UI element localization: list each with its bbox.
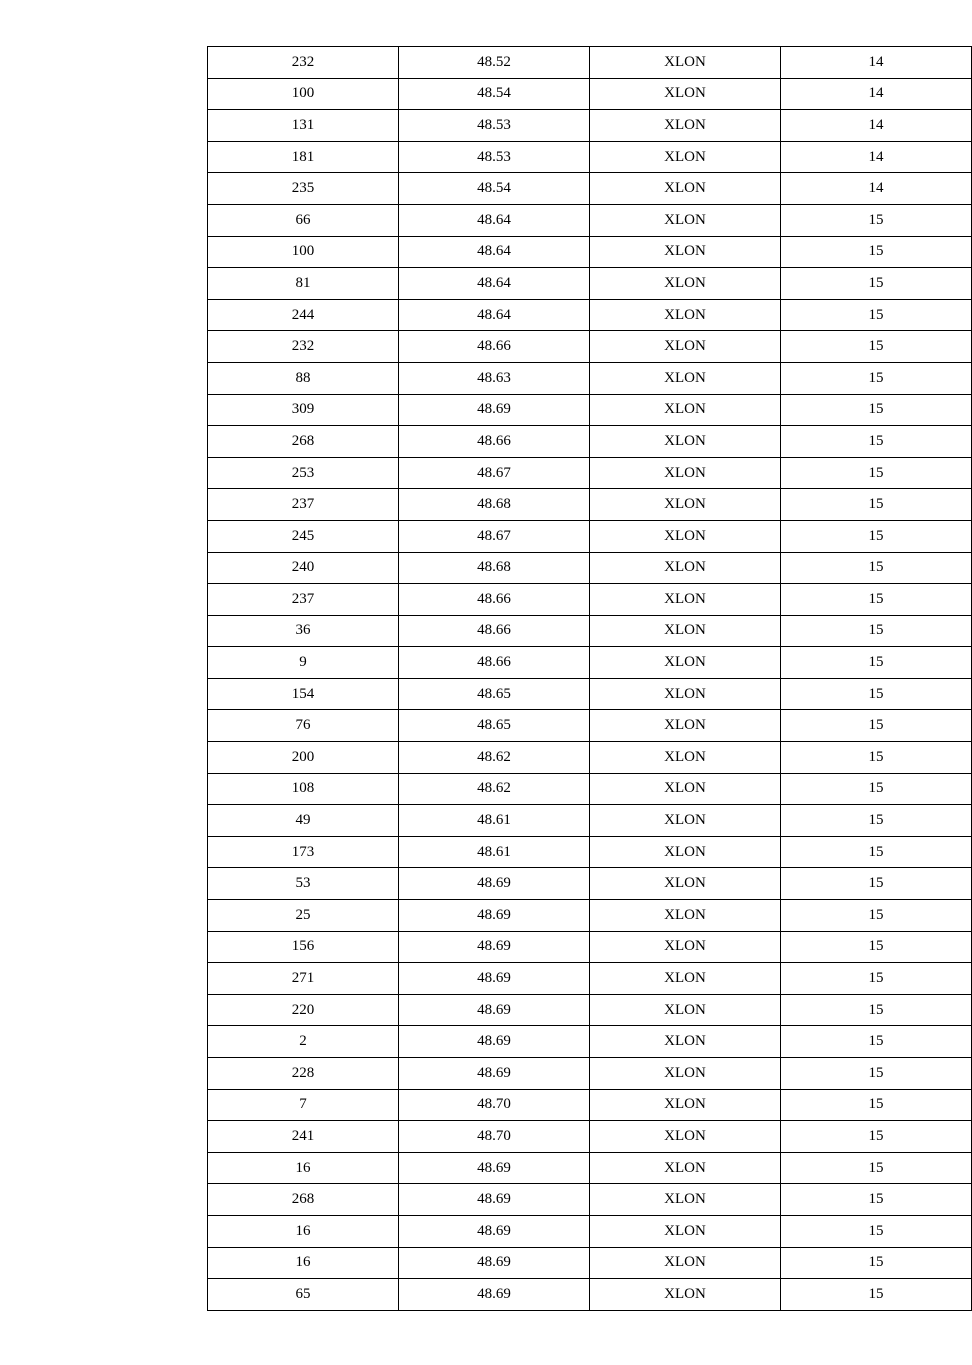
quantity-cell: 25 [208, 900, 399, 932]
venue-cell: XLON [590, 394, 781, 426]
price-cell: 48.69 [399, 1215, 590, 1247]
price-cell: 48.68 [399, 489, 590, 521]
time-cell: 15 [781, 836, 972, 868]
price-cell: 48.69 [399, 1247, 590, 1279]
venue-cell: XLON [590, 615, 781, 647]
table-row [208, 584, 972, 616]
time-cell: 15 [781, 994, 972, 1026]
price-cell: 48.69 [399, 1058, 590, 1090]
quantity-cell: 156 [208, 931, 399, 963]
table-row [208, 489, 972, 521]
table-row [208, 426, 972, 458]
table-row [208, 773, 972, 805]
quantity-cell: 309 [208, 394, 399, 426]
price-cell: 48.69 [399, 994, 590, 1026]
time-cell: 15 [781, 268, 972, 300]
table-row [208, 47, 972, 79]
time-cell: 15 [781, 615, 972, 647]
venue-cell: XLON [590, 1026, 781, 1058]
quantity-cell: 131 [208, 110, 399, 142]
time-cell: 15 [781, 552, 972, 584]
table-viewport [207, 46, 884, 1316]
venue-cell: XLON [590, 331, 781, 363]
price-cell: 48.64 [399, 299, 590, 331]
venue-cell: XLON [590, 773, 781, 805]
venue-cell: XLON [590, 647, 781, 679]
venue-cell: XLON [590, 204, 781, 236]
price-cell: 48.62 [399, 773, 590, 805]
quantity-cell: 16 [208, 1247, 399, 1279]
venue-cell: XLON [590, 489, 781, 521]
venue-cell: XLON [590, 931, 781, 963]
time-cell: 15 [781, 426, 972, 458]
price-cell: 48.70 [399, 1089, 590, 1121]
quantity-cell: 241 [208, 1121, 399, 1153]
price-cell: 48.54 [399, 78, 590, 110]
table-row [208, 615, 972, 647]
table-row [208, 1089, 972, 1121]
quantity-cell: 245 [208, 520, 399, 552]
time-cell: 15 [781, 1152, 972, 1184]
venue-cell: XLON [590, 173, 781, 205]
venue-cell: XLON [590, 426, 781, 458]
time-cell: 15 [781, 742, 972, 774]
time-cell: 15 [781, 647, 972, 679]
venue-cell: XLON [590, 963, 781, 995]
venue-cell: XLON [590, 236, 781, 268]
price-cell: 48.69 [399, 394, 590, 426]
venue-cell: XLON [590, 1279, 781, 1311]
table-row [208, 678, 972, 710]
price-cell: 48.61 [399, 805, 590, 837]
quantity-cell: 237 [208, 489, 399, 521]
table-row [208, 552, 972, 584]
quantity-cell: 16 [208, 1215, 399, 1247]
table-row [208, 141, 972, 173]
price-cell: 48.54 [399, 173, 590, 205]
quantity-cell: 100 [208, 236, 399, 268]
time-cell: 15 [781, 963, 972, 995]
venue-cell: XLON [590, 520, 781, 552]
time-cell: 14 [781, 78, 972, 110]
table-row [208, 647, 972, 679]
venue-cell: XLON [590, 584, 781, 616]
venue-cell: XLON [590, 1058, 781, 1090]
venue-cell: XLON [590, 805, 781, 837]
time-cell: 15 [781, 1215, 972, 1247]
table-row [208, 931, 972, 963]
time-cell: 15 [781, 678, 972, 710]
quantity-cell: 200 [208, 742, 399, 774]
table-row [208, 362, 972, 394]
table-row [208, 331, 972, 363]
quantity-cell: 2 [208, 1026, 399, 1058]
time-cell: 15 [781, 457, 972, 489]
quantity-cell: 240 [208, 552, 399, 584]
price-cell: 48.64 [399, 236, 590, 268]
quantity-cell: 173 [208, 836, 399, 868]
table-row [208, 710, 972, 742]
table-row [208, 805, 972, 837]
quantity-cell: 81 [208, 268, 399, 300]
table-row [208, 268, 972, 300]
price-cell: 48.65 [399, 678, 590, 710]
price-cell: 48.70 [399, 1121, 590, 1153]
time-cell: 14 [781, 141, 972, 173]
price-cell: 48.69 [399, 900, 590, 932]
quantity-cell: 88 [208, 362, 399, 394]
price-cell: 48.69 [399, 1152, 590, 1184]
table-row [208, 1215, 972, 1247]
table-row [208, 78, 972, 110]
table-row [208, 742, 972, 774]
time-cell: 15 [781, 1026, 972, 1058]
time-cell: 15 [781, 710, 972, 742]
quantity-cell: 65 [208, 1279, 399, 1311]
time-cell: 15 [781, 931, 972, 963]
quantity-cell: 220 [208, 994, 399, 1026]
table-row [208, 1058, 972, 1090]
table-row [208, 110, 972, 142]
venue-cell: XLON [590, 1121, 781, 1153]
price-cell: 48.65 [399, 710, 590, 742]
table-row [208, 1184, 972, 1216]
time-cell: 15 [781, 868, 972, 900]
venue-cell: XLON [590, 710, 781, 742]
price-cell: 48.69 [399, 1026, 590, 1058]
quantity-cell: 7 [208, 1089, 399, 1121]
time-cell: 15 [781, 520, 972, 552]
venue-cell: XLON [590, 836, 781, 868]
time-cell: 15 [781, 394, 972, 426]
venue-cell: XLON [590, 1247, 781, 1279]
quantity-cell: 9 [208, 647, 399, 679]
quantity-cell: 228 [208, 1058, 399, 1090]
price-cell: 48.68 [399, 552, 590, 584]
quantity-cell: 154 [208, 678, 399, 710]
price-cell: 48.52 [399, 47, 590, 79]
venue-cell: XLON [590, 78, 781, 110]
time-cell: 15 [781, 1184, 972, 1216]
quantity-cell: 108 [208, 773, 399, 805]
quantity-cell: 268 [208, 1184, 399, 1216]
price-cell: 48.67 [399, 457, 590, 489]
table-row [208, 900, 972, 932]
quantity-cell: 232 [208, 331, 399, 363]
price-cell: 48.69 [399, 868, 590, 900]
venue-cell: XLON [590, 900, 781, 932]
venue-cell: XLON [590, 268, 781, 300]
table-row [208, 1121, 972, 1153]
venue-cell: XLON [590, 47, 781, 79]
time-cell: 15 [781, 489, 972, 521]
quantity-cell: 53 [208, 868, 399, 900]
time-cell: 15 [781, 584, 972, 616]
time-cell: 15 [781, 900, 972, 932]
price-cell: 48.69 [399, 963, 590, 995]
quantity-cell: 36 [208, 615, 399, 647]
trades-table [207, 46, 972, 1311]
price-cell: 48.66 [399, 331, 590, 363]
price-cell: 48.53 [399, 141, 590, 173]
table-row [208, 173, 972, 205]
time-cell: 15 [781, 1058, 972, 1090]
venue-cell: XLON [590, 994, 781, 1026]
quantity-cell: 100 [208, 78, 399, 110]
venue-cell: XLON [590, 1215, 781, 1247]
price-cell: 48.64 [399, 268, 590, 300]
venue-cell: XLON [590, 742, 781, 774]
quantity-cell: 235 [208, 173, 399, 205]
quantity-cell: 237 [208, 584, 399, 616]
time-cell: 15 [781, 1247, 972, 1279]
table-row [208, 236, 972, 268]
time-cell: 15 [781, 1121, 972, 1153]
quantity-cell: 271 [208, 963, 399, 995]
table-row [208, 868, 972, 900]
price-cell: 48.69 [399, 1184, 590, 1216]
quantity-cell: 66 [208, 204, 399, 236]
venue-cell: XLON [590, 141, 781, 173]
price-cell: 48.62 [399, 742, 590, 774]
venue-cell: XLON [590, 362, 781, 394]
time-cell: 15 [781, 299, 972, 331]
time-cell: 15 [781, 236, 972, 268]
time-cell: 14 [781, 110, 972, 142]
time-cell: 15 [781, 204, 972, 236]
venue-cell: XLON [590, 1152, 781, 1184]
time-cell: 15 [781, 805, 972, 837]
table-row [208, 1152, 972, 1184]
quantity-cell: 49 [208, 805, 399, 837]
quantity-cell: 76 [208, 710, 399, 742]
price-cell: 48.69 [399, 931, 590, 963]
table-row [208, 1026, 972, 1058]
venue-cell: XLON [590, 110, 781, 142]
quantity-cell: 253 [208, 457, 399, 489]
time-cell: 15 [781, 362, 972, 394]
venue-cell: XLON [590, 678, 781, 710]
time-cell: 14 [781, 173, 972, 205]
time-cell: 15 [781, 773, 972, 805]
table-row [208, 457, 972, 489]
venue-cell: XLON [590, 1184, 781, 1216]
price-cell: 48.66 [399, 647, 590, 679]
price-cell: 48.67 [399, 520, 590, 552]
table-row [208, 299, 972, 331]
time-cell: 15 [781, 1089, 972, 1121]
table-row [208, 204, 972, 236]
time-cell: 15 [781, 1279, 972, 1311]
quantity-cell: 181 [208, 141, 399, 173]
table-row [208, 836, 972, 868]
trades-table-body [208, 47, 972, 1311]
price-cell: 48.69 [399, 1279, 590, 1311]
price-cell: 48.64 [399, 204, 590, 236]
quantity-cell: 268 [208, 426, 399, 458]
table-row [208, 963, 972, 995]
quantity-cell: 244 [208, 299, 399, 331]
time-cell: 15 [781, 331, 972, 363]
table-row [208, 994, 972, 1026]
price-cell: 48.66 [399, 426, 590, 458]
table-row [208, 1279, 972, 1311]
price-cell: 48.53 [399, 110, 590, 142]
venue-cell: XLON [590, 299, 781, 331]
price-cell: 48.61 [399, 836, 590, 868]
venue-cell: XLON [590, 552, 781, 584]
price-cell: 48.66 [399, 584, 590, 616]
quantity-cell: 232 [208, 47, 399, 79]
table-row [208, 520, 972, 552]
price-cell: 48.66 [399, 615, 590, 647]
time-cell: 14 [781, 47, 972, 79]
table-row [208, 1247, 972, 1279]
price-cell: 48.63 [399, 362, 590, 394]
venue-cell: XLON [590, 868, 781, 900]
venue-cell: XLON [590, 1089, 781, 1121]
venue-cell: XLON [590, 457, 781, 489]
table-row [208, 394, 972, 426]
quantity-cell: 16 [208, 1152, 399, 1184]
